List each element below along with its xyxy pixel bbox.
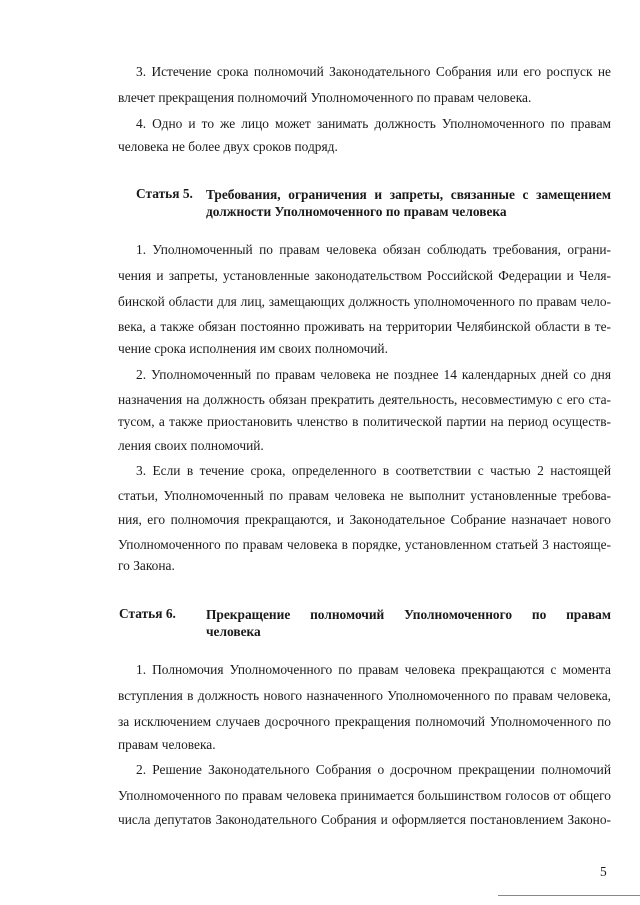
- article-6-label: Статья 6.: [119, 606, 176, 621]
- paragraph-line: Уполномоченного по правам человека принимается большинством голосов от общего: [118, 788, 611, 803]
- paragraph-line: 4. Одно и то же лицо может занимать должность Уполномоченного по правам: [136, 116, 611, 131]
- article-6-title-line: человека: [206, 624, 261, 639]
- paragraph-line: бинской области для лиц, замещающих должность уполномоченного по правам чело-: [118, 294, 611, 309]
- article-5-label: Статья 5.: [136, 186, 193, 201]
- paragraph-line: 3. Если в течение срока, определенного в соответствии с частью 2 настоящей: [136, 463, 611, 478]
- paragraph-line: человека не более двух сроков подряд.: [118, 139, 338, 154]
- paragraph-line: числа депутатов Законодательного Собрания и оформляется постановлением Законо-: [118, 812, 611, 827]
- page-number: 5: [600, 864, 607, 879]
- paragraph-line: статьи, Уполномоченный по правам человека не выполнит установленные требова-: [118, 488, 611, 503]
- paragraph-line: вступления в должность нового назначенного Уполномоченного по правам человека,: [118, 688, 611, 703]
- paragraph-line: за исключением случаев досрочного прекращения полномочий Уполномоченного по: [118, 714, 611, 729]
- paragraph-line: чения и запреты, установленные законодательством Российской Федерации и Челя-: [118, 268, 611, 283]
- paragraph-line: назначения на должность обязан прекратить деятельность, несовместимую с его ста-: [118, 392, 611, 407]
- paragraph-line: ния, его полномочия прекращаются, и Законодательное Собрание назначает нового: [118, 512, 611, 527]
- paragraph-line: Уполномоченного по правам человека в порядке, установленном статьей 3 настояще-: [118, 537, 611, 552]
- paragraph-line: го Закона.: [118, 558, 175, 573]
- paragraph-line: 2. Уполномоченный по правам человека не позднее 14 календарных дней со дня: [136, 367, 611, 382]
- paragraph-line: века, а также обязан постоянно проживать на территории Челябинской области в те-: [118, 319, 611, 334]
- paragraph-line: тусом, а также приостановить членство в политической партии на период осуществ-: [118, 414, 611, 429]
- paragraph-line: чение срока исполнения им своих полномочий.: [118, 341, 388, 356]
- scan-edge-line: [498, 895, 640, 896]
- paragraph-line: 1. Уполномоченный по правам человека обязан соблюдать требования, ограни-: [136, 242, 611, 257]
- article-6-title-line: Прекращение полномочий Уполномоченного по правам: [206, 607, 611, 622]
- article-5-title-line: должности Уполномоченного по правам человека: [206, 204, 507, 219]
- article-5-title-line: Требования, ограничения и запреты, связанные с замещением: [206, 187, 611, 202]
- paragraph-line: влечет прекращения полномочий Уполномоченного по правам человека.: [118, 90, 532, 105]
- paragraph-line: правам человека.: [118, 737, 216, 752]
- paragraph-line: 3. Истечение срока полномочий Законодательного Собрания или его роспуск не: [136, 64, 611, 79]
- paragraph-line: 2. Решение Законодательного Собрания о досрочном прекращении полномочий: [136, 762, 611, 777]
- paragraph-line: ления своих полномочий.: [118, 438, 264, 453]
- paragraph-line: 1. Полномочия Уполномоченного по правам человека прекращаются с момента: [136, 662, 611, 677]
